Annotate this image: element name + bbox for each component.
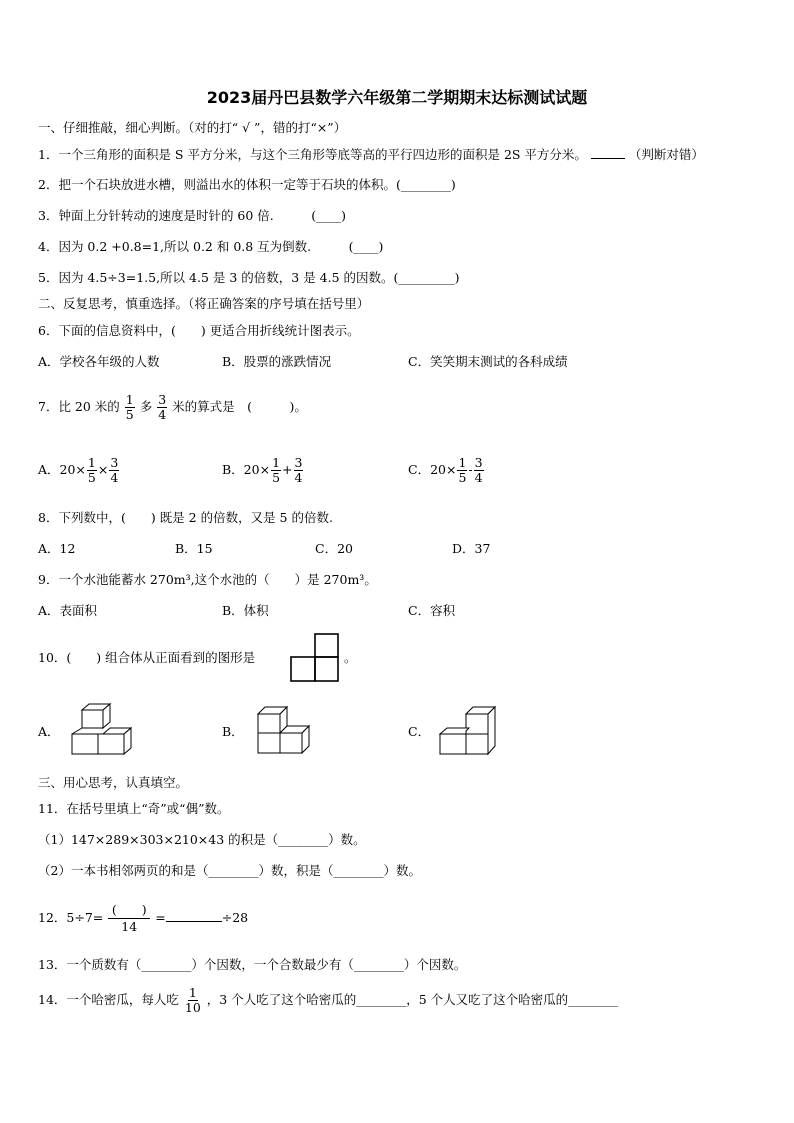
question-12: 12．5÷7= $\frac{( )}{14}$ = ÷28	[38, 902, 249, 934]
q8-option-b[interactable]: B．15	[175, 541, 213, 556]
section-1-heading: 一、仔细推敲，细心判断。（对的打“ √ ”，错的打“×”）	[38, 120, 347, 135]
q6-option-a[interactable]: A．学校各年级的人数	[38, 354, 160, 369]
cube-figure-b	[256, 704, 320, 756]
q10-option-b[interactable]: B．	[222, 724, 244, 739]
question-11-part-1: （1）147×289×303×210×43 的积是（________）数。	[38, 832, 366, 847]
fraction: $\frac{3}{4}$	[294, 455, 303, 485]
question-3: 3．钟面上分针转动的速度是时针的 60 倍. (____)	[38, 208, 347, 223]
section-2-heading: 二、反复思考，慎重选择。（将正确答案的序号填在括号里）	[38, 296, 370, 311]
q9-option-a[interactable]: A．表面积	[38, 603, 98, 618]
answer-blank[interactable]	[591, 158, 625, 159]
q6-option-c[interactable]: C．笑笑期末测试的各科成绩	[408, 354, 568, 369]
question-2: 2．把一个石块放进水槽，则溢出水的体积一定等于石块的体积。(________)	[38, 177, 456, 192]
fraction: $\frac{1}{5}$	[272, 455, 281, 485]
q9-option-b[interactable]: B．体积	[222, 603, 269, 618]
fraction: $\frac{3}{4}$	[474, 455, 483, 485]
fraction: $\frac{1}{10}$	[184, 985, 201, 1015]
q8-option-c[interactable]: C．20	[315, 541, 353, 556]
question-5: 5．因为 4.5÷3=1.5,所以 4.5 是 3 的倍数，3 是 4.5 的因数。(_________)	[38, 270, 460, 285]
question-13: 13．一个质数有（________）个因数，一个合数最少有（________）个因数。	[38, 957, 467, 972]
q7-option-b[interactable]: B．20× $\frac{1}{5}$ + $\frac{3}{4}$	[222, 455, 303, 485]
fraction: $\frac{( )}{14}$	[108, 902, 150, 935]
question-4: 4．因为 0.2 +0.8=1,所以 0.2 和 0.8 互为倒数. (____)	[38, 239, 384, 254]
question-9: 9．一个水池能蓄水 270m³,这个水池的（ ）是 270m³。	[38, 572, 377, 587]
q10-option-c[interactable]: C．	[408, 724, 431, 739]
front-view-figure	[289, 633, 341, 683]
q10-option-a[interactable]: A．	[38, 724, 60, 739]
fraction: $\frac{3}{4}$	[158, 392, 167, 422]
question-6: 6．下面的信息资料中，( ) 更适合用折线统计图表示。	[38, 323, 360, 338]
section-3-heading: 三、用心思考，认真填空。	[38, 775, 189, 790]
q7-option-c[interactable]: C．20× $\frac{1}{5}$ - $\frac{3}{4}$	[408, 455, 483, 485]
q9-option-c[interactable]: C．容积	[408, 603, 456, 618]
question-1: 1．一个三角形的面积是 S 平方分米，与这个三角形等底等高的平行四边形的面积是 2S 平方分米。 （判断对错）	[38, 147, 704, 162]
question-7: 7．比 20 米的 $\frac{1}{5}$ 多 $\frac{3}{4}$ 米的算式是 ( )。	[38, 392, 307, 422]
question-14: 14．一个哈密瓜，每人吃 $\frac{1}{10}$ ，3 个人吃了这个哈密瓜的________，5 个人又吃了这个哈密瓜的________	[38, 985, 619, 1015]
question-11: 11．在括号里填上“奇”或“偶”数。	[38, 801, 230, 816]
answer-blank[interactable]	[166, 921, 222, 922]
fraction: $\frac{3}{4}$	[110, 455, 119, 485]
fraction: $\frac{1}{5}$	[87, 455, 96, 485]
question-8: 8．下列数中，( ) 既是 2 的倍数，又是 5 的倍数.	[38, 510, 333, 525]
question-11-part-2: （2）一本书相邻两页的和是（________）数，积是（________）数。	[38, 863, 421, 878]
cube-figure-a	[70, 702, 132, 758]
q7-option-a[interactable]: A．20× $\frac{1}{5}$ × $\frac{3}{4}$	[38, 455, 119, 485]
fraction: $\frac{1}{5}$	[125, 392, 134, 422]
cube-figure-c	[438, 704, 500, 758]
question-10: 10．( ) 组合体从正面看到的图形是	[38, 650, 256, 665]
q8-option-d[interactable]: D．37	[452, 541, 491, 556]
page-title: 2023届丹巴县数学六年级第二学期期末达标测试试题	[206, 88, 588, 107]
q8-option-a[interactable]: A．12	[38, 541, 76, 556]
fraction: $\frac{1}{5}$	[458, 455, 467, 485]
q6-option-b[interactable]: B．股票的涨跌情况	[222, 354, 332, 369]
